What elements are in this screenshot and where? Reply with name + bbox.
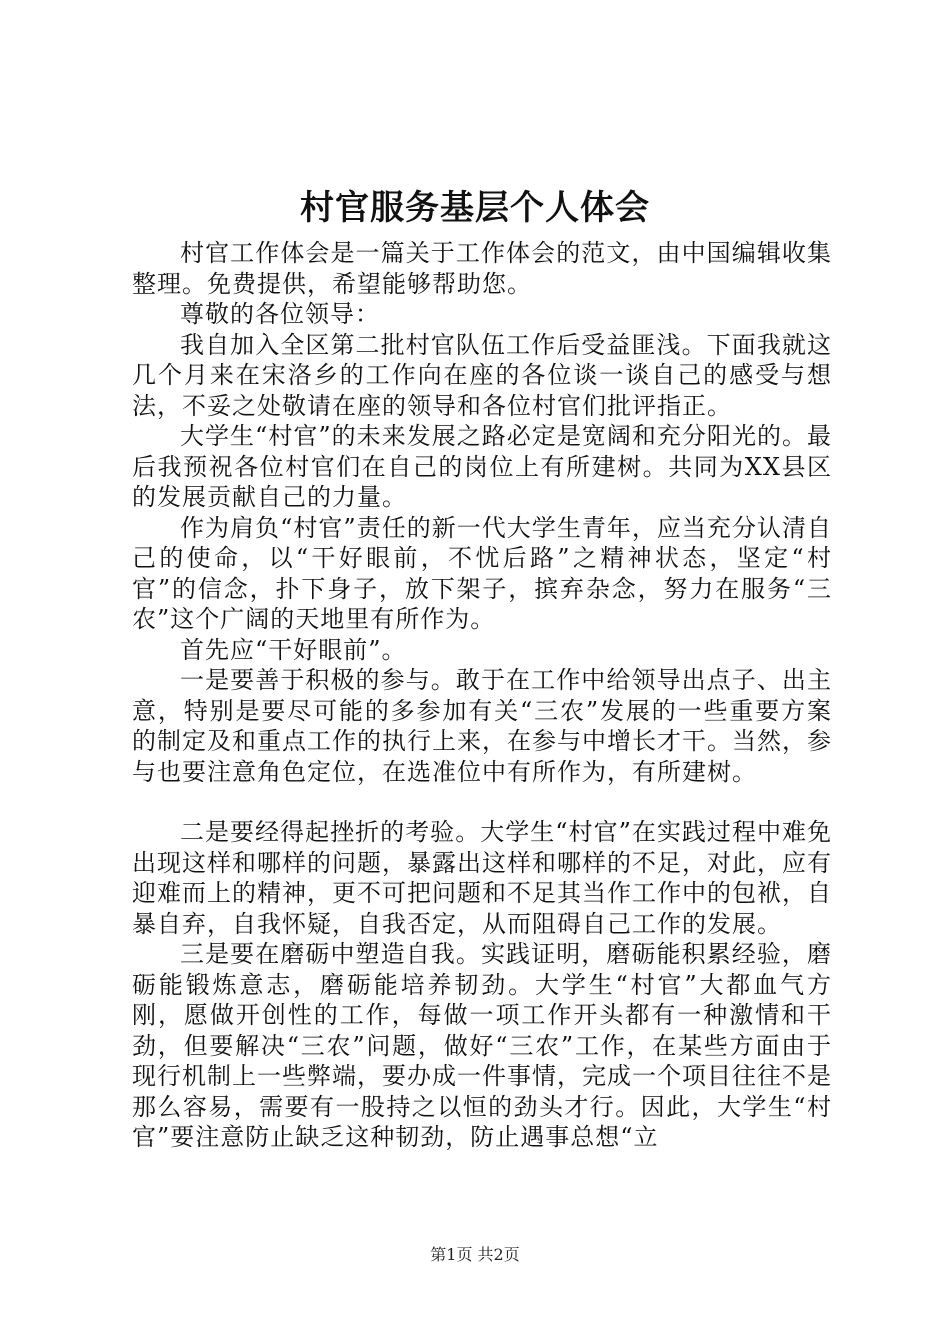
paragraph-future: 大学生“村官”的未来发展之路必定是宽阔和充分阳光的。最后我预祝各位村官们在自己的岗位上有所建树。共同为XX县区的发展贡献自己的力量。 [132, 422, 832, 511]
page-footer: 第1页 共2页 [430, 1245, 520, 1264]
paragraph-point-two: 二是要经得起挫折的考验。大学生“村官”在实践过程中难免出现这样和哪样的问题，暴露出这样和哪样的不足，对此，应有迎难而上的精神，更不可把问题和不足其当作工作中的包袱，自暴自弃，自我怀疑，自我否定，从而阻碍自己工作的发展。 [132, 818, 832, 938]
paragraph-point-three: 三是要在磨砺中塑造自我。实践证明，磨砺能积累经验，磨砺能锻炼意志，磨砺能培养韧劲。大学生“村官”大都血气方刚，愿做开创性的工作，每做一项工作开头都有一种激情和干劲，但要解决“三农”问题，做好“三农”工作，在某些方面由于现行机制上一些弊端，要办成一件事情，完成一个项目往往不是那么容易，需要有一股持之以恒的劲头才行。因此，大学生“村官”要注意防止缺乏这种韧劲，防止遇事总想“立 [132, 940, 832, 1151]
paragraph-intro: 村官工作体会是一篇关于工作体会的范文，由中国编辑收集整理。免费提供，希望能够帮助您。 [132, 239, 832, 298]
document-title: 村官服务基层个人体会 [300, 188, 650, 228]
paragraph-point-one: 一是要善于积极的参与。敢于在工作中给领导出点子、出主意，特别是要尽可能的多参加有关“三农”发展的一些重要方案的制定及和重点工作的执行上来，在参与中增长才干。当然，参与也要注意角色定位，在选准位中有所作为，有所建树。 [132, 666, 832, 786]
paragraph-mission: 作为肩负“村官”责任的新一代大学生青年，应当充分认清自己的使命，以“干好眼前，不忧后路”之精神状态，坚定“村官”的信念，扑下身子，放下架子，摈弃杂念，努力在服务“三农”这个广阔的天地里有所作为。 [132, 513, 832, 633]
document-body [132, 238, 832, 1153]
paragraph-first: 首先应“干好眼前”。 [180, 635, 407, 664]
paragraph-opening: 我自加入全区第二批村官队伍工作后受益匪浅。下面我就这几个月来在宋洛乡的工作向在座的各位谈一谈自己的感受与想法，不妥之处敬请在座的领导和各位村官们批评指正。 [132, 330, 832, 420]
paragraph-salutation: 尊敬的各位领导： [180, 300, 380, 328]
